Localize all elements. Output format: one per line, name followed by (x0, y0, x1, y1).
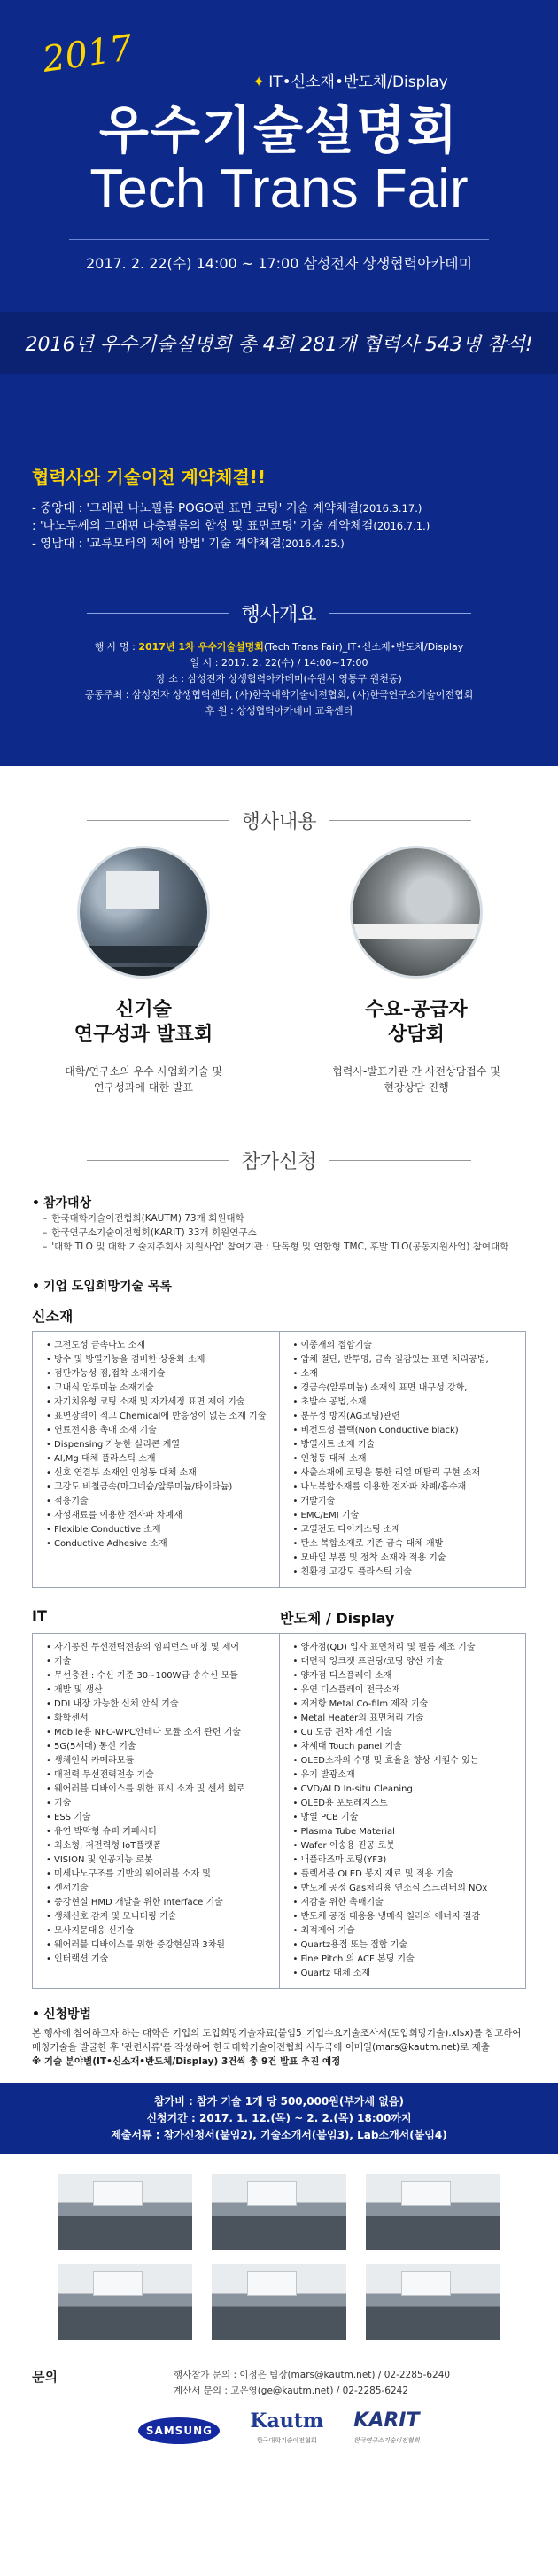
materials-box (32, 1331, 526, 1588)
tech-item: • OLED소자의 수명 및 효율을 향상 시킬수 있는 (292, 1754, 514, 1768)
tech-item: • 5G(5세대) 통신 기술 (45, 1740, 267, 1754)
tech-item: • 분무성 방지(AG코팅)관련 (292, 1410, 514, 1424)
presentation-desc-line: 대학/연구소의 우수 사업화기술 및 (65, 1065, 222, 1078)
presentation-photo (77, 846, 210, 979)
tech-item: • Wafer 이송용 진공 로봇 (292, 1839, 514, 1853)
tech-item: • 초발수 공법,소재 (292, 1396, 514, 1410)
overview-support: 후 원 : 상생협력아카데미 교육센터 (205, 705, 353, 716)
karit-logo-sub: 한국연구소기술이전협회 (353, 2437, 420, 2444)
kautm-logo-sub: 한국대학기술이전협회 (256, 2437, 317, 2444)
documents-line: 제출서류 : 참가신청서(붙임2), 기술소개서(붙임3), Lab소개서(붙임4) (111, 2129, 447, 2141)
tech-item: • 비전도성 블랙(Non Conductive black) (292, 1424, 514, 1438)
tech-item: • Mobile용 NFC-WPC안테나 모듈 소재 관련 기술 (45, 1726, 267, 1740)
category-semiconductor: 반도체 / Display (280, 1610, 395, 1627)
contact-line: 계산서 문의 : 고은영(ge@kautm.net) / 02-2285-6242 (174, 2386, 409, 2396)
samsung-logo: SAMSUNG (138, 2417, 220, 2444)
tech-item: • 유연 박막형 슈퍼 커패시터 (45, 1825, 267, 1839)
overview-name (0, 639, 558, 655)
tech-item: • 탄소 복합소재로 기존 금속 대체 개발 (292, 1537, 514, 1551)
audience-row (80, 967, 207, 979)
presentation-title-line: 연구성과 발표회 (74, 1024, 213, 1046)
tech-item: • 센서기술 (45, 1882, 267, 1896)
event-photo (212, 2174, 346, 2250)
sparkle-icon: ✦ (252, 73, 266, 91)
tech-item: • 경금속(알루미늄) 소재의 표면 내구성 강화, (292, 1381, 514, 1396)
method-note: ※ 기술 분야별(IT•신소재•반도체/Display) 3건씩 총 9건 발표 추진 예정 (32, 2056, 341, 2067)
overview-heading (0, 580, 558, 627)
tech-item: • 고열전도 다이캐스팅 소재 (292, 1523, 514, 1537)
photo-screen (401, 2181, 451, 2206)
overview-section (0, 580, 558, 766)
category-it: IT (32, 1607, 47, 1624)
tech-item: • 고전도성 금속나노 소재 (45, 1339, 267, 1353)
target-item: – 한국대학기술이전협회(KAUTM) 73개 회원대학 (32, 1211, 526, 1226)
tech-item: • 모사지문대응 신기술 (45, 1924, 267, 1938)
photo-screen (93, 2181, 143, 2206)
tech-item: • 기술 (45, 1797, 267, 1811)
program-heading-text: 행사내용 (241, 811, 317, 833)
semi-header-cell (278, 1597, 526, 1633)
tech-item: • 신호 연결부 소재인 인청동 대체 소재 (45, 1466, 267, 1481)
tech-item: • 방수 및 방열기능을 겸비한 상용화 소재 (45, 1353, 267, 1367)
tech-item: • 유기 발광소재 (292, 1768, 514, 1783)
event-photo (58, 2264, 192, 2340)
tech-item: • Plasma Tube Material (292, 1825, 514, 1839)
contracts-section (0, 447, 558, 580)
consultation-photo (350, 846, 483, 979)
method-line: 매칭기술을 발굴한 후 '관련서류'를 작성하여 한국대학기술이전협회 사무국에 이메일(mars@kautm.net)로 제출 (32, 2042, 490, 2053)
tech-item: • Quartz용접 또는 접합 기술 (292, 1938, 514, 1953)
apply-heading (32, 1147, 526, 1174)
contract-line (32, 535, 526, 553)
fee-line: 참가비 : 참가 기술 1개 당 500,000원(부가세 없음) (154, 2095, 404, 2108)
consultation-title-line: 수요-공급자 (365, 999, 468, 1021)
tech-item: • 저저항 Metal Co-film 제작 기술 (292, 1698, 514, 1712)
tech-item: • Al,Mg 대체 플라스틱 소재 (45, 1452, 267, 1466)
tech-item: • OLED용 포토레지스트 (292, 1797, 514, 1811)
hero-divider (69, 239, 489, 240)
tech-item: • CVD/ALD In-situ Cleaning (292, 1783, 514, 1797)
photo-screen (247, 2271, 297, 2296)
contract-line (32, 499, 526, 517)
tech-item: • 미세나노구조를 기반의 웨어러블 소자 및 (45, 1868, 267, 1882)
hero-subline-text: IT•신소재•반도체/Display (268, 73, 448, 91)
overview-place: 장 소 : 삼성전자 상생협력아카데미(수원시 영통구 원천동) (156, 673, 402, 685)
tech-item: • 개발기술 (292, 1495, 514, 1509)
tech-item: • 점단가능성 점,접착 소재기술 (45, 1367, 267, 1381)
it-col (33, 1634, 279, 1988)
tech-item: • Dispensing 가능한 실리콘 계열 (45, 1438, 267, 1452)
tech-item: • 적용기술 (45, 1495, 267, 1509)
apply-method (32, 2005, 526, 2069)
event-photo (58, 2174, 192, 2250)
it-header-cell (32, 1597, 278, 1633)
tech-item: • Conductive Adhesive 소재 (45, 1537, 267, 1551)
presentation-title (28, 998, 259, 1048)
audience-row (80, 946, 207, 963)
tech-item: • 고내식 알루미늄 소재기술 (45, 1381, 267, 1396)
photo-screen (247, 2181, 297, 2206)
photo-screen (401, 2271, 451, 2296)
tech-item: • 사출소재에 코팅을 통한 리얼 메탈릭 구현 소재 (292, 1466, 514, 1481)
tech-item: • 기술 (45, 1655, 267, 1669)
consultation-desc (301, 1064, 531, 1095)
event-photo (366, 2174, 500, 2250)
tech-item: • 소재 (292, 1367, 514, 1381)
contact-label: 문의 (32, 2369, 58, 2385)
it-semi-headers (32, 1597, 526, 1633)
materials-col-left (33, 1332, 279, 1587)
apply-section (0, 1147, 558, 2069)
tech-item: • 압체 절단, 반투명, 금속 질감있는 표면 처리공법, (292, 1353, 514, 1367)
tech-item: • 화학센서 (45, 1712, 267, 1726)
semi-list (292, 1641, 514, 1981)
hero-title-korean: 우수기술설명회 (98, 100, 460, 160)
contract-date: (2016.7.1.) (373, 520, 430, 532)
it-list (45, 1641, 267, 1967)
divider (87, 1160, 229, 1161)
tech-item: • 웨어러블 디바이스를 위한 증강현실과 3차원 (45, 1938, 267, 1953)
hero-date: 2017. 2. 22(수) 14:00 ~ 17:00 삼성전자 상생협력아카데미 (85, 255, 473, 272)
karit-logo (353, 2411, 419, 2450)
contact-info (174, 2367, 450, 2399)
tech-item: • 증강현실 HMD 개발을 위한 Interface 기술 (45, 1896, 267, 1910)
tech-item: • 자기공진 무선전력전송의 임피던스 매칭 및 제어 (45, 1641, 267, 1655)
overview-name-label: 행 사 명 : (94, 641, 139, 653)
tech-item: • 대면적 잉크젯 프린팅/코팅 양산 기술 (292, 1655, 514, 1669)
contracts-title: 협력사와 기술이전 계약체결!! (32, 467, 267, 488)
tech-item: • 연료전지용 촉매 소재 기술 (45, 1424, 267, 1438)
tech-item: • EMC/EMI 기술 (292, 1509, 514, 1523)
hero-banner (0, 0, 558, 447)
sponsor-logos (0, 2411, 558, 2450)
tech-item: • 웨어러블 디바이스를 위한 표시 소자 및 센서 회로 (45, 1783, 267, 1797)
contact-line: 행사참가 문의 : 이정은 팀장(mars@kautm.net) / 02-2285-6240 (174, 2370, 451, 2380)
tech-item: • 반도체 공정 Gas처리용 연소식 스크러버의 NOx (292, 1882, 514, 1896)
fee-band (0, 2083, 558, 2154)
tech-item: • Fine Pitch 의 ACF 본딩 기술 (292, 1953, 514, 1967)
tech-item: • 표면장력이 적고 Chemical에 반응성이 없는 소재 기술 (45, 1410, 267, 1424)
materials-list-right (292, 1339, 514, 1580)
consultation-desc-line: 협력사-발표기관 간 사전상담접수 및 (332, 1065, 500, 1078)
tech-item: • 고강도 비철금속(마그네슘/알루미늄/타이타늄) (45, 1481, 267, 1495)
program-consultation (301, 846, 531, 1095)
tech-item: • 내플라즈마 코팅(YF3) (292, 1853, 514, 1868)
method-line: 본 행사에 참여하고자 하는 대학은 기업의 도입희망기술자료(붙임5_기업수요기술조사서(도입희망기술).xlsx)를 참고하여 (32, 2028, 522, 2038)
tech-item: • 유연 디스플레이 전극소재 (292, 1683, 514, 1698)
contract-text: : '나노두께의 그래핀 다층필름의 합성 및 표면코팅' 기술 계약체결 (32, 519, 374, 533)
tech-item: • 모바일 부품 및 정착 소재와 적용 기술 (292, 1551, 514, 1566)
divider (329, 1160, 471, 1161)
event-photos (0, 2154, 558, 2340)
target-title: • 참가대상 (32, 1194, 526, 1211)
tech-item: • Flexible Conductive 소재 (45, 1523, 267, 1537)
tech-item: • 자기치유형 코팅 소재 및 자가세정 표면 제어 기술 (45, 1396, 267, 1410)
tech-item: • Metal Heater의 표면처리 기술 (292, 1712, 514, 1726)
tech-list-title: • 기업 도입희망기술 목록 (32, 1277, 526, 1295)
hero-title-english: Tech Trans Fair (89, 159, 469, 220)
divider (87, 820, 229, 821)
tech-item: • 방열시트 소재 기술 (292, 1438, 514, 1452)
tech-item: • 최소형, 저전력형 IoT플랫폼 (45, 1839, 267, 1853)
tech-item: • 인터랙션 기술 (45, 1953, 267, 1967)
contract-line (32, 517, 526, 535)
tech-item: • 자성재료를 이용한 전자파 차폐재 (45, 1509, 267, 1523)
program-section (0, 766, 558, 1147)
overview-name-value: 2017년 1차 우수기술설명회 (138, 641, 264, 653)
divider (87, 613, 229, 614)
hero-stripe-text: 2016년 우수기술설명회 총 4회 281개 협력사 543명 참석! (25, 334, 533, 356)
tech-item: • 차세대 Touch panel 기술 (292, 1740, 514, 1754)
contract-text: - 중앙대 : '그래핀 나노필름 POGO핀 표면 코팅' 기술 계약체결 (32, 501, 360, 515)
tech-item: • 양자점(QD) 입자 표면처리 및 필름 제조 기술 (292, 1641, 514, 1655)
period-line: 신청기간 : 2017. 1. 12.(목) ~ 2. 2.(목) 18:00까지 (146, 2112, 412, 2124)
overview-hosts: 공동주최 : 삼성전자 상생협력센터, (사)한국대학기술이전협회, (사)한국연구소기술이전협회 (84, 689, 474, 700)
tech-item: • VISION 및 인공지능 로봇 (45, 1853, 267, 1868)
presentation-desc (28, 1064, 259, 1095)
table-surface (353, 924, 480, 939)
contract-date: (2016.3.17.) (359, 502, 422, 514)
target-item: – '대학 TLO 및 대학 기술지주회사 지원사업' 참여기관 : 단독형 및 연합형 TMC, 후발 TLO(공동지원사업) 참여대학 (32, 1240, 526, 1254)
contract-text: - 영남대 : '교류모터의 제어 방법' 기술 계약체결 (32, 537, 282, 551)
tech-item: • 저감을 위한 촉매기술 (292, 1896, 514, 1910)
tech-item: • 생체신호 감지 및 모니터링 기술 (45, 1910, 267, 1924)
tech-item: • 친환경 고강도 플라스틱 기술 (292, 1566, 514, 1580)
tech-item: • 대전력 무선전력전송 기술 (45, 1768, 267, 1783)
program-heading (0, 766, 558, 834)
divider (329, 820, 471, 821)
hero-year: 2017 (40, 27, 136, 81)
overview-heading-text: 행사개요 (241, 604, 317, 626)
presentation-desc-line: 연구성과에 대한 발표 (94, 1081, 193, 1094)
contact-section (0, 2367, 558, 2399)
overview-list (0, 639, 558, 719)
tech-item: • DDI 내장 가능한 신체 안식 기술 (45, 1698, 267, 1712)
consultation-title (301, 998, 531, 1048)
presentation-screen (106, 871, 159, 909)
tech-item: • 반도체 공정 대응용 냉매식 칠러의 에너지 절감 (292, 1910, 514, 1924)
tech-item: • ESS 기술 (45, 1811, 267, 1825)
tech-item: • 방열 PCB 기술 (292, 1811, 514, 1825)
tech-item: • 인청동 대체 소재 (292, 1452, 514, 1466)
materials-list-left (45, 1339, 267, 1551)
semi-col (279, 1634, 526, 1988)
category-materials: 신소재 (32, 1308, 74, 1325)
overview-name-rest: (Tech Trans Fair)_IT•신소재•반도체/Display (263, 641, 464, 653)
karit-logo-text: KARIT (353, 2410, 420, 2432)
tech-item: • 생체인식 카메라모듈 (45, 1754, 267, 1768)
tech-item: • Quartz 대체 소재 (292, 1967, 514, 1981)
consultation-title-line: 상담회 (388, 1024, 445, 1046)
tech-item: • 이종재의 접합기술 (292, 1339, 514, 1353)
tech-item: • 나노복합소재를 이용한 전자파 차폐/흡수재 (292, 1481, 514, 1495)
event-photo (212, 2264, 346, 2340)
contract-date: (2016.4.25.) (281, 538, 345, 550)
program-presentation (28, 846, 259, 1095)
materials-col-right (279, 1332, 526, 1587)
kautm-logo (250, 2411, 323, 2450)
tech-item: • 무선충전 : 수신 기준 30~100W급 송수신 모듈 (45, 1669, 267, 1683)
presentation-title-line: 신기술 (115, 999, 172, 1021)
target-item: – 한국연구소기술이전협회(KARIT) 33개 회원연구소 (32, 1226, 526, 1240)
kautm-logo-text: Kautm (250, 2410, 324, 2433)
apply-heading-text: 참가신청 (241, 1151, 317, 1173)
divider (329, 613, 471, 614)
photo-screen (93, 2271, 143, 2296)
tech-item: • 최적제어 기술 (292, 1924, 514, 1938)
it-semi-box (32, 1633, 526, 1989)
event-photo (366, 2264, 500, 2340)
method-title: • 신청방법 (32, 2005, 526, 2023)
overview-time: 일 시 : 2017. 2. 22(수) / 14:00~17:00 (190, 657, 368, 669)
tech-item: • 양자점 디스플레이 소재 (292, 1669, 514, 1683)
tech-item: • Cu 도금 편차 개선 기술 (292, 1726, 514, 1740)
tech-item: • 개발 및 생산 (45, 1683, 267, 1698)
consultation-desc-line: 현장상담 진행 (384, 1081, 449, 1094)
tech-item: • 플렉서블 OLED 봉지 재료 및 적용 기술 (292, 1868, 514, 1882)
